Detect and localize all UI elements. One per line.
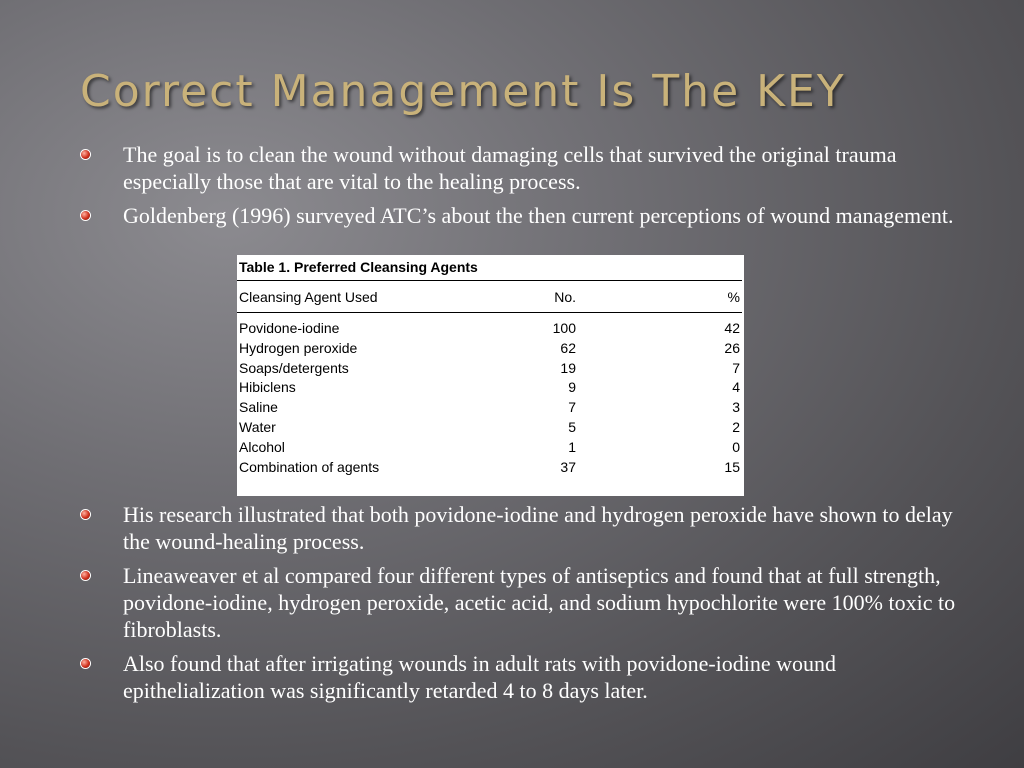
cell-count: 7 xyxy=(568,399,576,416)
bullet-dot-icon xyxy=(81,510,90,519)
table-row xyxy=(237,459,742,479)
table-row xyxy=(237,340,742,360)
bullet-item xyxy=(80,650,980,704)
cell-agent: Hibiclens xyxy=(239,379,296,396)
bullet-item xyxy=(80,202,980,229)
cell-agent: Hydrogen peroxide xyxy=(239,339,358,356)
cell-percent: 3 xyxy=(732,399,740,416)
bullet-dot-icon xyxy=(81,571,90,580)
cell-count: 5 xyxy=(568,418,576,435)
cell-percent: 26 xyxy=(724,339,740,356)
cell-agent: Soaps/detergents xyxy=(239,359,349,376)
bullet-dot-icon xyxy=(81,150,90,159)
cell-percent: 15 xyxy=(724,458,740,475)
table-header-percent: % xyxy=(727,289,740,305)
cell-percent: 2 xyxy=(732,418,740,435)
cell-count: 9 xyxy=(568,379,576,396)
bullet-text: His research illustrated that both povidone-iodine and hydrogen peroxide have shown to delay the wound-healing process. xyxy=(123,502,953,554)
table-row xyxy=(237,399,742,419)
cell-count: 100 xyxy=(552,320,576,336)
bullet-text: Goldenberg (1996) surveyed ATC’s about the then current perceptions of wound management. xyxy=(123,203,954,228)
bullet-dot-icon xyxy=(81,211,90,220)
bullet-list-top xyxy=(80,141,980,236)
cleansing-agents-table xyxy=(237,255,744,496)
table-row xyxy=(237,379,742,399)
bullet-item xyxy=(80,501,980,555)
cell-agent: Alcohol xyxy=(239,438,285,455)
bullet-item xyxy=(80,562,980,643)
bullet-text: The goal is to clean the wound without damaging cells that survived the original trauma especially those that are vital to the healing process. xyxy=(123,142,897,194)
bullet-list-bottom xyxy=(80,501,980,711)
cell-count: 37 xyxy=(560,458,576,475)
table-body xyxy=(237,320,742,478)
bullet-dot-icon xyxy=(81,659,90,668)
cell-percent: 4 xyxy=(732,379,740,396)
bullet-text: Lineaweaver et al compared four different types of antiseptics and found that at full strength, povidone-iodine, hydrogen peroxide, acetic acid, and sodium hypochlorite were 100% toxic to fibroblasts. xyxy=(123,563,956,642)
table-header-no: No. xyxy=(554,289,576,305)
table-rule-top xyxy=(237,280,742,281)
cell-count: 1 xyxy=(568,438,576,455)
table-row xyxy=(237,419,742,439)
cell-percent: 7 xyxy=(732,359,740,376)
cell-percent: 42 xyxy=(724,320,740,336)
cell-percent: 0 xyxy=(732,438,740,455)
cell-agent: Povidone-iodine xyxy=(239,320,340,336)
cell-agent: Combination of agents xyxy=(239,458,380,475)
table-header-agent: Cleansing Agent Used xyxy=(239,289,378,305)
cell-agent: Saline xyxy=(239,399,278,416)
table-row xyxy=(237,439,742,459)
bullet-item xyxy=(80,141,980,195)
cell-count: 19 xyxy=(560,359,576,376)
table-row xyxy=(237,320,742,340)
slide-title: Correct Management Is The KEY xyxy=(80,66,846,117)
table-row xyxy=(237,360,742,380)
cell-count: 62 xyxy=(560,339,576,356)
bullet-text: Also found that after irrigating wounds in adult rats with povidone-iodine wound epithelialization was significantly retarded 4 to 8 days later. xyxy=(123,651,837,703)
table-title: Table 1. Preferred Cleansing Agents xyxy=(239,259,478,275)
table-rule-header xyxy=(237,312,742,313)
cell-agent: Water xyxy=(239,418,276,435)
